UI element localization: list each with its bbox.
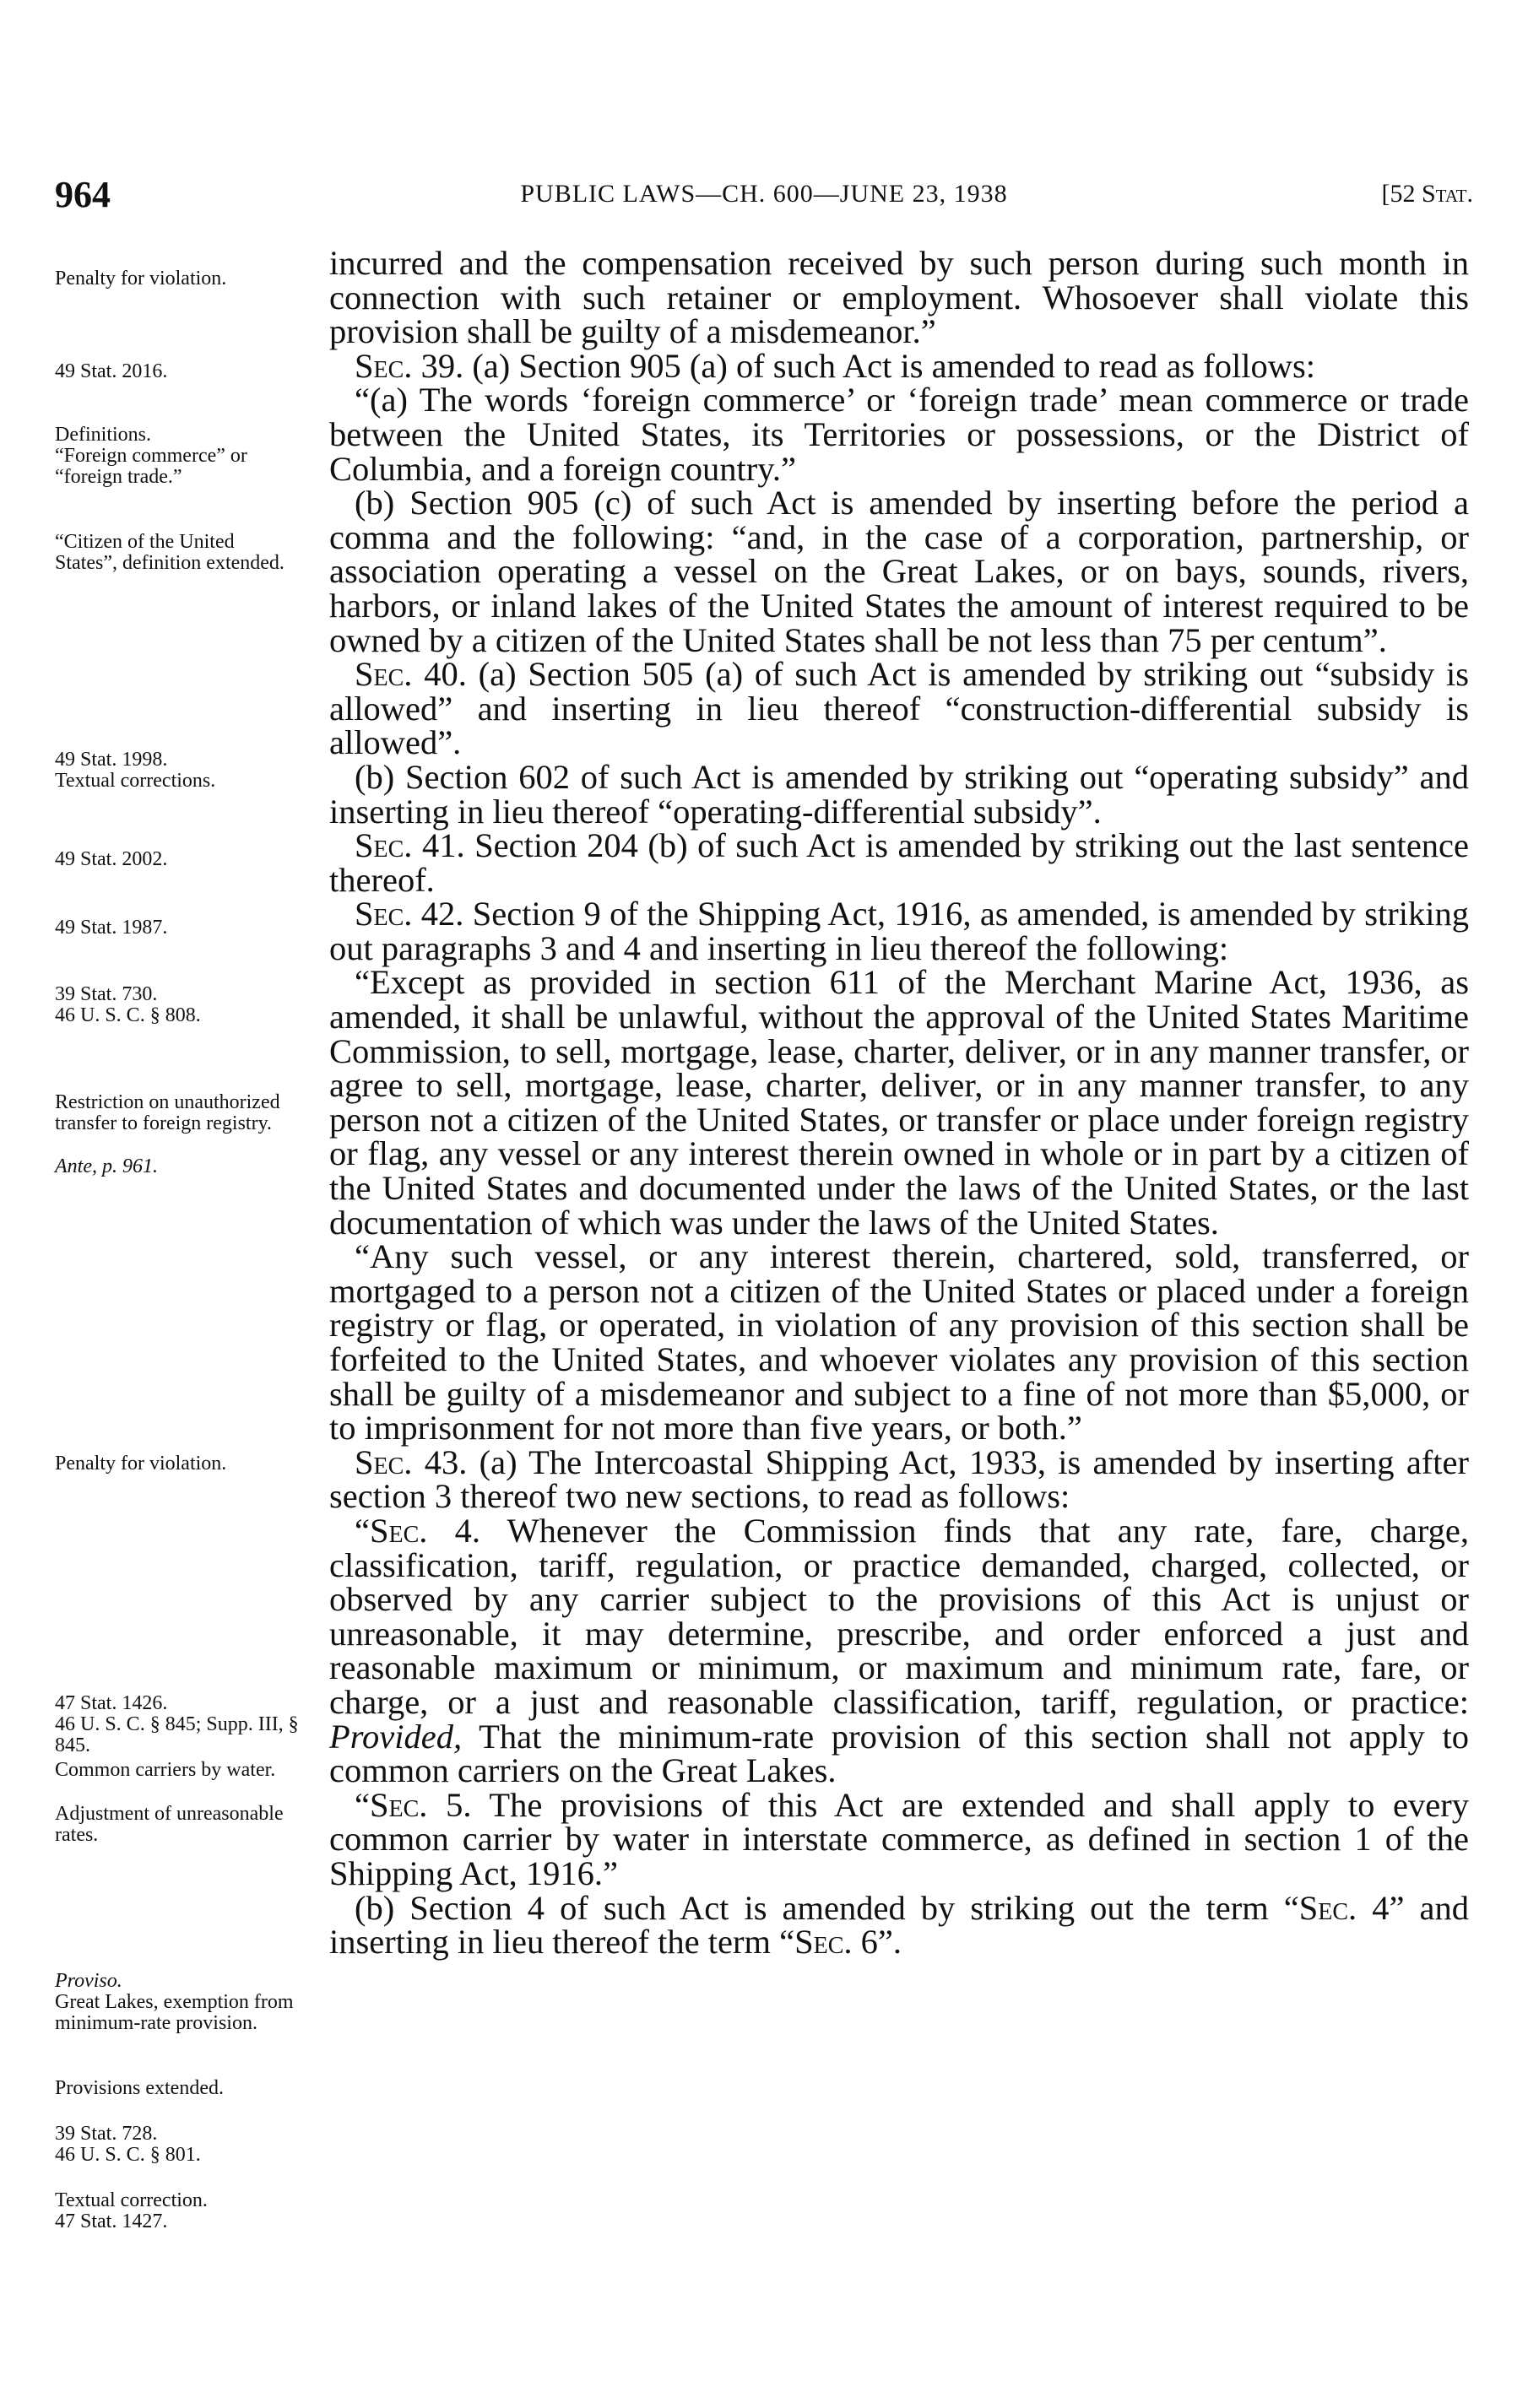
margin-note: Provisions extended. <box>55 2077 224 2099</box>
margin-note: Textual correction. <box>55 2189 208 2211</box>
margin-note: 39 Stat. 730. <box>55 983 158 1005</box>
paragraph <box>329 897 1469 966</box>
section-label: Sec. <box>355 655 413 694</box>
margin-note: Textual corrections. <box>55 770 216 792</box>
paragraph-text: 6”. <box>852 1923 902 1962</box>
paragraph: (b) Section 602 of such Act is amended by striking out “operating subsidy” and inserting in lieu thereof “operating-differential subsidy”. <box>329 757 1469 831</box>
margin-note: 47 Stat. 1427. <box>55 2210 168 2232</box>
paragraph <box>329 826 1469 899</box>
page-header <box>55 173 1473 224</box>
margin-note: Proviso. <box>55 1970 122 1992</box>
paragraph: “Except as provided in section 611 of the Merchant Marine Act, 1936, as amended, it shall be unlawful, without the approval of the United States Maritime Commission, to sell, mortgage, lease, charter, deliver, or in any manner transfer, or agree to sell, mortgage, lease, charter, deliver, or in any manner transfer, to any person not a citizen of the United States, or transfer or place under foreign registry or flag, any vessel or any interest therein owned in whole or in part by a citizen of the United States and documented under the laws of the United States, or the last documentation of which was under the laws of the United States. <box>329 963 1469 1242</box>
paragraph <box>329 1785 1469 1892</box>
margin-note: “Citizen of the United States”, definition extended. <box>55 531 284 574</box>
margin-note: 46 U. S. C. § 801. <box>55 2144 201 2166</box>
margin-note: Penalty for violation. <box>55 1453 227 1475</box>
section-label: Sec. <box>355 895 413 933</box>
volume-reference: [52 Stat. <box>1381 180 1473 208</box>
paragraph <box>329 657 1469 760</box>
margin-note: “Foreign commerce” or “foreign trade.” <box>55 445 247 488</box>
margin-note: Restriction on unauthorized transfer to foreign registry. <box>55 1091 280 1134</box>
paragraph-text: That the minimum-rate provision of this section shall not apply to common carriers on the Great Lakes. <box>329 1717 1469 1790</box>
paragraph-text: 4” and inserting in lieu thereof the term “ <box>329 1888 1469 1962</box>
section-label: “Sec. <box>355 1785 428 1824</box>
paragraph: incurred and the compensation received by such person during such month in connection with such retainer or employment. Whosoever shall violate this provision shall be guilty of a misdemeanor.” <box>329 244 1469 351</box>
margin-note: 39 Stat. 728. <box>55 2123 158 2145</box>
margin-note: 46 U. S. C. § 808. <box>55 1004 201 1026</box>
margin-note: 47 Stat. 1426. <box>55 1692 168 1714</box>
paragraph <box>329 1888 1469 1962</box>
paragraph-text: 39. (a) Section 905 (a) of such Act is amended to read as follows: <box>420 346 1316 385</box>
margin-note: Definitions. <box>55 424 151 446</box>
section-label: Sec. <box>1298 1888 1357 1927</box>
paragraph: “(a) The words ‘foreign commerce’ or ‘foreign trade’ mean commerce or trade between the United States, its Territories or possessions, or the District of Columbia, and a foreign country.” <box>329 381 1469 488</box>
page-number: 964 <box>55 174 111 215</box>
paragraph-text: 43. (a) The Intercoastal Shipping Act, 1933, is amended by inserting after section 3 thereof two new sections, to read as follows: <box>329 1442 1470 1516</box>
section-label: “Sec. <box>355 1511 428 1550</box>
paragraph: “Any such vessel, or any interest therein, chartered, sold, transferred, or mortgaged to a person not a citizen of the United States or placed under a foreign registry or flag, or operated, in violation of any provision of this section shall be forfeited to the United States, and whoever violates any provision of this section shall be guilty of a misdemeanor and subject to a fine of not more than $5,000, or to imprisonment for not more than five years, or both.” <box>329 1237 1469 1448</box>
paragraph-text: 40. (a) Section 505 (a) of such Act is amended by striking out “subsidy is allowed” and inserting in lieu thereof “construction-differential subsidy is allowed”. <box>329 655 1470 762</box>
section-label: Sec. <box>355 1442 413 1481</box>
margin-note: Adjustment of unreasonable rates. <box>55 1803 284 1846</box>
paragraph <box>329 1442 1470 1516</box>
margin-note: Great Lakes, exemption from minimum-rate provision. <box>55 1991 294 2034</box>
proviso-keyword: Provided, <box>329 1717 463 1756</box>
section-label: Sec. <box>794 1923 853 1962</box>
paragraph-text: 4. Whenever the Commission finds that any rate, fare, charge, classification, tariff, regulation, or practice demanded, charged, collected, or observed by any carrier subject to the provisions of this Act is unjust or unreasonable, it may determine, prescribe, and order enforced a just and reasonable maximum or minimum, or maximum and minimum rate, fare, or charge, or a just and reasonable classification, tariff, regulation, or practice: <box>329 1511 1470 1721</box>
paragraph: (b) Section 905 (c) of such Act is amended by inserting before the period a comma and the following: “and, in the case of a corporation, partnership, or association operating a vessel on the Great Lakes, or on bays, sounds, rivers, harbors, or inland lakes of the United States the amount of interest required to be owned by a citizen of the United States shall be not less than 75 per centum”. <box>329 484 1469 659</box>
section-label: Sec. <box>355 346 413 385</box>
paragraph-text: (b) Section 4 of such Act is amended by striking out the term “ <box>355 1888 1299 1927</box>
margin-note: Ante, p. 961. <box>55 1155 158 1177</box>
paragraph-text: 5. The provisions of this Act are extended and shall apply to every common carrier by water in interstate commerce, as defined in section 1 of the Shipping Act, 1916.” <box>329 1785 1469 1892</box>
body-text <box>329 246 1469 1960</box>
margin-note: Common carriers by water. <box>55 1759 276 1781</box>
paragraph-text: 42. Section 9 of the Shipping Act, 1916, as amended, is amended by striking out paragraphs 3 and 4 and inserting in lieu thereof the following: <box>329 895 1469 967</box>
paragraph <box>329 1511 1470 1790</box>
paragraph-text: 41. Section 204 (b) of such Act is amended by striking out the last sentence thereof. <box>329 826 1469 899</box>
margin-note: 49 Stat. 1987. <box>55 917 168 939</box>
section-label: Sec. <box>355 826 413 865</box>
margin-note: 49 Stat. 2016. <box>55 360 168 382</box>
margin-note: 46 U. S. C. § 845; Supp. III, § 845. <box>55 1713 299 1756</box>
margin-note: 49 Stat. 2002. <box>55 848 168 870</box>
margin-note: 49 Stat. 1998. <box>55 749 168 771</box>
paragraph <box>329 346 1469 385</box>
margin-note: Penalty for violation. <box>55 268 227 290</box>
running-head: PUBLIC LAWS—CH. 600—JUNE 23, 1938 <box>520 180 1008 208</box>
